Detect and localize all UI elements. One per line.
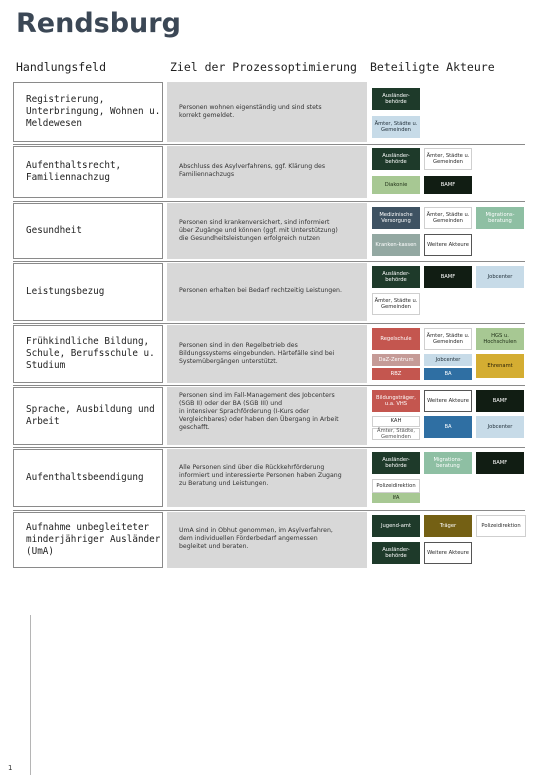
actor-jobcenter: Jobcenter [476,416,524,438]
actor-aemter-staedte-gemeinden: Ämter, Städte u. Gemeinden [372,116,420,138]
goal-line: Personen wohnen eigenständig und sind stets [179,104,322,111]
goal-line: Bildungssystems eingebunden. Härtefälle sind bei [179,350,335,357]
actor-hgs-hochschulen: HGS u. Hochschulen [476,328,524,350]
field-aufenthaltsbeendigung: Aufenthaltsbeendigung [13,449,163,507]
goal-line: geschafft. [179,424,210,431]
goal-gesundheit [167,203,367,259]
actor-bamf: BAMF [424,176,472,194]
goal-line: dem individuellen Förderbedarf angemessen [179,535,318,542]
actor-aemter-staedte-gemeinden: Ämter, Städte u. Gemeinden [424,148,472,170]
field-sprache-ausbildung-arbeit: Sprache, Ausbildung und Arbeit [13,387,163,445]
actor-bamf: BAMF [476,452,524,474]
actor-weitere-akteure: Weitere Akteure [424,542,472,564]
actor-jobcenter: Jobcenter [476,266,524,288]
goal-aufenthaltsbeendigung [167,449,367,507]
page-number: 1 [8,764,13,772]
actor-aemter-staedte-gemeinden: Ämter, Städte, Gemeinden [372,428,420,440]
actor-aemter-staedte-gemeinden: Ämter, Städte u. Gemeinden [372,293,420,315]
goal-line: Abschluss des Asylverfahrens, ggf. Klärung des [179,163,326,170]
actor-aemter-staedte-gemeinden: Ämter, Städte u. Gemeinden [424,207,472,229]
goal-line: in intensiver Sprachförderung (I-Kurs oder [179,408,310,415]
actor-weitere-akteure: Weitere Akteure [424,234,472,256]
row-divider [13,385,525,386]
goal-line: Familiennachzugs [179,171,235,178]
goal-line: UmA sind in Obhut genommen, im Asylverfahren, [179,527,333,534]
goal-uma [167,512,367,568]
actor-daz-zentrum: DaZ-Zentrum [372,354,420,366]
goal-line: Personen sind im Fall-Management des Jobcenters [179,392,335,399]
actor-medizinische-versorgung: Medizinische Versorgung [372,207,420,229]
actor-auslaenderbehoerde: Ausländer-behörde [372,452,420,474]
row-divider [13,144,525,145]
row-divider [13,201,525,202]
actor-bamf: BAMF [476,390,524,412]
actor-auslaenderbehoerde: Ausländer-behörde [372,148,420,170]
goal-line: Personen sind in den Regelbetrieb des [179,342,298,349]
goal-aufenthaltsrecht [167,146,367,198]
field-bildung: Frühkindliche Bildung, Schule, Berufsschule u. Studium [13,325,163,383]
actor-traeger: Träger [424,515,472,537]
actor-migrationsberatung: Migrations-beratung [424,452,472,474]
actor-rbz: RBZ [372,368,420,380]
actor-bamf: BAMF [424,266,472,288]
actor-aemter-staedte-gemeinden: Ämter, Städte u. Gemeinden [424,328,472,350]
goal-line: informiert und interessierte Personen haben Zugang [179,472,342,479]
column-header-goal: Ziel der Prozessoptimierung [170,60,357,74]
actor-krankenkassen: Kranken-kassen [372,234,420,256]
goal-line: Personen sind krankenversichert, sind informiert [179,219,330,226]
field-uma: Aufnahme unbegleiteter minderjähriger Ausländer (UmA) [13,512,163,568]
actor-auslaenderbehoerde: Ausländer-behörde [372,266,420,288]
goal-line: Alle Personen sind über die Rückkehrförderung [179,464,325,471]
actor-ehrenamt: Ehrenamt [476,354,524,378]
goal-line: Systemübergängen unterstützt. [179,358,278,365]
actor-auslaenderbehoerde: Ausländer-behörde [372,88,420,110]
goal-line: begleitet und beraten. [179,543,249,550]
goal-line: Vergleichbares) oder haben den Übergang in Arbeit [179,416,339,423]
actor-diakonie: Diakonie [372,176,420,194]
actor-weitere-akteure: Weitere Akteure [424,390,472,412]
actor-ba: BA [424,368,472,380]
goal-registrierung [167,82,367,142]
goal-line: die Gesundheitsleistungen erfolgreich nutzen [179,235,320,242]
field-leistungsbezug: Leistungsbezug [13,263,163,321]
goal-line: korrekt gemeldet. [179,112,235,119]
actor-kah: KAH [372,416,420,427]
row-divider [13,323,525,324]
margin-rule [30,615,31,775]
actor-ifa: IfA [372,493,420,503]
row-divider [13,261,525,262]
actor-migrationsberatung: Migrations-beratung [476,207,524,229]
field-gesundheit: Gesundheit [13,203,163,259]
actor-polizeidirektion: Polizeidirektion [372,479,420,493]
row-divider [13,447,525,448]
goal-line: Personen erhalten bei Bedarf rechtzeitig Leistungen. [179,287,342,294]
actor-polizeidirektion: Polizeidirektion [476,515,526,537]
actor-regelschule: Regelschule [372,328,420,350]
goal-line: (SGB II) oder der BA (SGB III) und [179,400,283,407]
field-aufenthaltsrecht: Aufenthaltsrecht, Familiennachzug [13,146,163,198]
goal-line: über Zugänge und können (ggf. mit Unterstützung) [179,227,338,234]
goal-bildung [167,325,367,383]
row-divider [13,510,525,511]
goal-line: zu Beratung und Leistungen. [179,480,269,487]
column-header-field: Handlungsfeld [16,60,107,74]
goal-sprache-ausbildung-arbeit [167,387,367,445]
actor-jobcenter: Jobcenter [424,354,472,366]
actor-jugendamt: Jugend-amt [372,515,420,537]
actor-auslaenderbehoerde: Ausländer-behörde [372,542,420,564]
column-header-actors: Beteiligte Akteure [370,60,495,74]
field-registrierung: Registrierung, Unterbringung, Wohnen u. Meldewesen [13,82,163,142]
goal-leistungsbezug [167,263,367,321]
actor-ba: BA [424,416,472,438]
actor-bildungstraeger-vhs: Bildungsträger, u.a. VHS [372,390,420,412]
page-title: Rendsburg [16,8,181,39]
